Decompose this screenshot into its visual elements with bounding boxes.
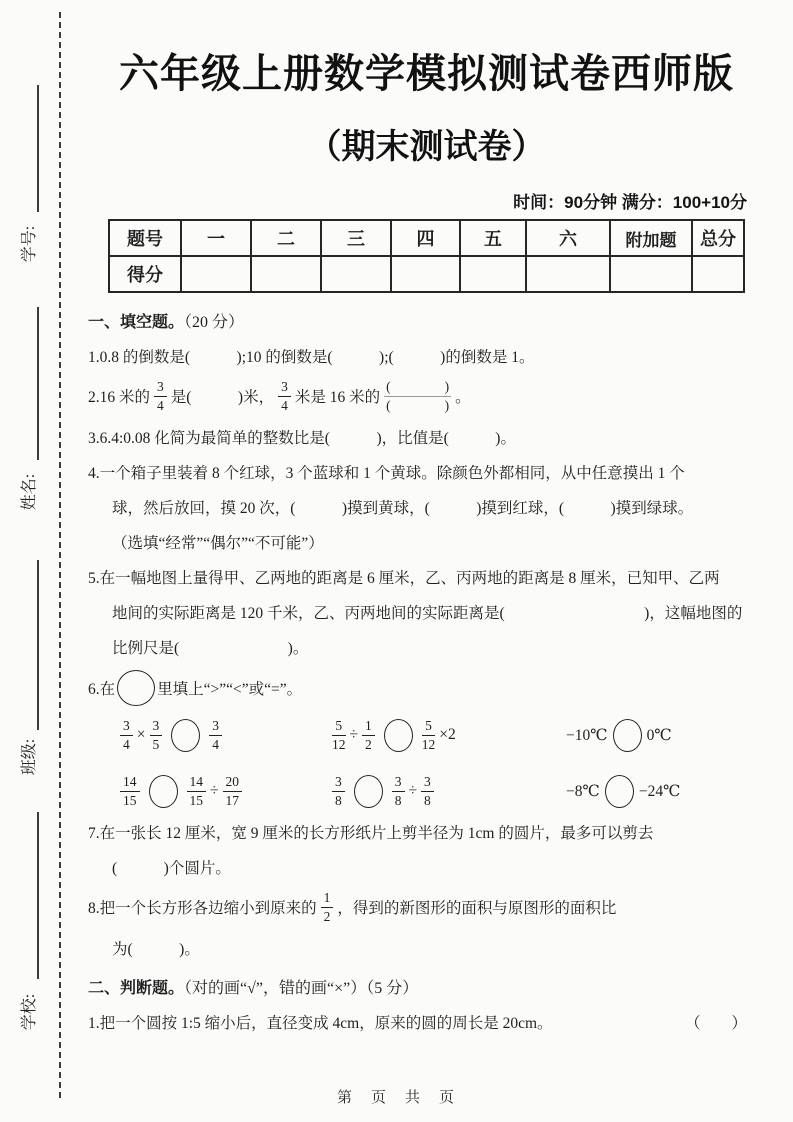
question-line (88, 890, 757, 924)
fraction (332, 718, 346, 752)
text-run: 球，然后放回，摸 20 次，( )摸到黄球，( )摸到红球，( )摸到绿球。 (112, 499, 694, 517)
exam-title: 六年级上册数学模拟测试卷西师版 (119, 52, 734, 96)
text-run: ÷ (210, 782, 219, 800)
numerator: 3 (421, 774, 434, 792)
text-run: 8.把一个长方形各边缩小到原来的 (88, 900, 317, 918)
comparison-expression (116, 774, 328, 808)
question-line (88, 670, 757, 706)
score-table-header-row (109, 220, 744, 256)
comparison-expression (566, 718, 757, 752)
question-sections (88, 309, 757, 1033)
question (88, 670, 757, 808)
numerator: 20 (223, 774, 243, 792)
section-heading-rest: （20 分） (184, 314, 245, 331)
text-run: 1.把一个圆按 1:5 缩小后，直径变成 4cm，原来的圆的周长是 20cm。 (88, 1014, 553, 1032)
fraction (209, 718, 222, 752)
denominator: 17 (225, 792, 240, 808)
section (88, 309, 757, 959)
text-run: 4.一个箱子里装着 8 个红球，3 个蓝球和 1 个黄球。除颜色外都相同，从中任意摸出 1 个 (88, 464, 685, 482)
numerator: 14 (120, 774, 140, 792)
denominator: 8 (424, 792, 431, 808)
numerator: 14 (187, 774, 207, 792)
question (88, 1010, 757, 1033)
score-table-header-cell: 六 (526, 220, 610, 256)
answer-bracket: （ ） (684, 1014, 747, 1032)
denominator: 4 (123, 736, 130, 752)
text-run: ( )个圆片。 (112, 859, 231, 877)
page-footer: 第 页 共 页 (336, 1090, 456, 1106)
text-run: 为( )。 (112, 940, 200, 958)
denominator: 8 (335, 792, 342, 808)
question (88, 820, 757, 878)
numerator: 3 (392, 774, 405, 792)
comparison-circle-blank (605, 775, 634, 808)
question (88, 425, 757, 448)
comparison-expression (328, 718, 566, 752)
denominator: 2 (365, 736, 372, 752)
numerator: 3 (154, 379, 167, 397)
section-heading-bold: 二、判断题。 (88, 980, 185, 998)
question-line (88, 635, 757, 658)
student-id-blank-line (37, 85, 39, 212)
name-blank-line (37, 307, 39, 460)
fraction (120, 774, 140, 808)
text-run: × (136, 726, 146, 744)
class-label: 班级: (21, 738, 38, 776)
text-run: −10℃ (566, 726, 608, 744)
score-table-header-cell: 一 (181, 220, 251, 256)
denominator: 8 (394, 792, 402, 808)
score-table-score-cell (321, 256, 391, 292)
text-run: 米是 16 米的 (294, 389, 381, 407)
score-table-header-cell: 总分 (692, 220, 744, 256)
denominator: ( ) (386, 397, 450, 413)
section-heading-rest: （对的画“√”，错的画“×”）（5 分） (184, 980, 419, 998)
fraction (223, 774, 243, 808)
numerator: 1 (362, 718, 375, 736)
score-table-header-cell: 四 (391, 220, 460, 256)
exam-subtitle: （期末测试卷） (307, 128, 546, 166)
fraction (362, 718, 375, 752)
fraction (422, 718, 436, 752)
score-table-score-cell (251, 256, 321, 292)
fraction (321, 890, 334, 924)
question-line (88, 495, 757, 518)
comparison-circle-blank (613, 719, 642, 752)
score-table-header-cell: 三 (321, 220, 391, 256)
text-run: 0℃ (646, 726, 672, 744)
text-run: 是( )米， (170, 389, 275, 407)
text-run: −24℃ (638, 782, 681, 800)
score-table-score-cell (460, 256, 526, 292)
fraction (187, 774, 207, 808)
section-heading (88, 309, 757, 332)
text-run: ，得到的新图形的面积与原图形的面积比 (337, 900, 617, 918)
numerator: 3 (278, 379, 291, 397)
score-table-header-cell: 二 (251, 220, 321, 256)
denominator: 15 (189, 792, 203, 808)
text-run: 1.0.8 的倒数是( );10 的倒数是( );( )的倒数是 1。 (88, 348, 535, 366)
comparison-circle-blank (149, 775, 178, 808)
comparison-expression (328, 774, 566, 808)
text-run: ÷ (408, 782, 418, 800)
score-table (108, 219, 745, 293)
text-run: 5.在一幅地图上量得甲、乙两地的距离是 6 厘米，乙、丙两地的距离是 8 厘米，已知甲、乙两 (88, 569, 720, 587)
fraction (392, 774, 405, 808)
comparison-expression (566, 774, 757, 808)
text-run: 。 (455, 389, 471, 407)
score-table-header-cell: 题号 (109, 220, 181, 256)
comparison-circle-blank (171, 719, 200, 752)
score-table-score-cell (181, 256, 251, 292)
text-run: 比例尺是( )。 (112, 639, 309, 657)
text-run: 地间的实际距离是 120 千米，乙、丙两地间的实际距离是( )，这幅地图的 (112, 604, 743, 622)
class-blank-line (37, 560, 39, 730)
score-table-score-cell (526, 256, 610, 292)
score-table-score-cell (391, 256, 460, 292)
question (88, 565, 757, 658)
section-heading (88, 975, 757, 998)
text-run: 2.16 米的 (88, 389, 151, 407)
question-line (88, 565, 757, 588)
numerator: 3 (120, 718, 133, 736)
text-run: 6.在 (88, 681, 116, 699)
text-run: 3.6.4:0.08 化简为最简单的整数比是( )，比值是( )。 (88, 429, 516, 447)
score-table-score-cell (692, 256, 744, 292)
denominator: 15 (123, 792, 137, 808)
score-table-header-cell: 五 (460, 220, 526, 256)
question-line (88, 936, 757, 959)
numerator: 3 (332, 774, 345, 792)
numerator: 1 (321, 890, 334, 908)
time-score-info: 时间：90分钟 满分：100+10分 (513, 193, 747, 212)
denominator: 12 (421, 736, 436, 752)
text-run: 里填上“>”“<”或“=”。 (157, 681, 303, 699)
question-line (88, 600, 757, 623)
fraction (421, 774, 434, 808)
text-run: ÷ (349, 726, 359, 744)
denominator: 4 (281, 397, 288, 413)
denominator: 4 (157, 397, 164, 413)
score-table-score-cell: 得分 (109, 256, 181, 292)
fraction (154, 379, 167, 413)
school-label: 学校: (21, 993, 38, 1031)
exam-page (60, 0, 793, 1033)
numerator: 3 (150, 718, 163, 736)
question-line (88, 379, 757, 413)
question (88, 460, 757, 553)
denominator: 4 (212, 736, 219, 752)
denominator: 2 (323, 908, 331, 924)
section-heading-bold: 一、填空题。 (88, 314, 185, 331)
question-line (88, 855, 757, 878)
text-run: （选填“经常”“偶尔”“不可能”） (112, 534, 324, 552)
question (88, 379, 757, 413)
comparison-grid (116, 718, 757, 808)
question (88, 344, 757, 367)
question-line (88, 820, 757, 843)
comparison-circle-blank (354, 775, 383, 808)
student-id-label: 学号: (21, 225, 38, 263)
question-line (88, 460, 757, 483)
section (88, 975, 757, 1033)
fraction (120, 718, 133, 752)
comparison-expression (116, 718, 328, 752)
numerator: ( ) (384, 379, 451, 397)
denominator: 12 (332, 736, 346, 752)
question-line (88, 530, 757, 553)
comparison-circle-blank (117, 670, 155, 706)
text-run: −8℃ (566, 782, 600, 800)
numerator: 3 (209, 718, 222, 736)
text-run: ×2 (439, 726, 456, 744)
school-blank-line (37, 812, 39, 979)
question-line (88, 344, 757, 367)
score-table-header-cell: 附加题 (610, 220, 692, 256)
numerator: 5 (332, 718, 346, 736)
comparison-circle-blank (384, 719, 413, 752)
fraction (332, 774, 345, 808)
fraction (150, 718, 163, 752)
blank-fraction (384, 379, 451, 413)
score-table-score-cell (610, 256, 692, 292)
name-label: 姓名: (21, 473, 38, 511)
question-line (88, 425, 757, 448)
score-table-score-row (109, 256, 744, 292)
fraction (278, 379, 291, 413)
text-run: 7.在一张长 12 厘米，宽 9 厘米的长方形纸片上剪半径为 1cm 的圆片，最多可以剪去 (88, 824, 654, 842)
question (88, 890, 757, 959)
question-line (88, 1010, 757, 1033)
numerator: 5 (422, 718, 436, 736)
denominator: 5 (152, 736, 160, 752)
